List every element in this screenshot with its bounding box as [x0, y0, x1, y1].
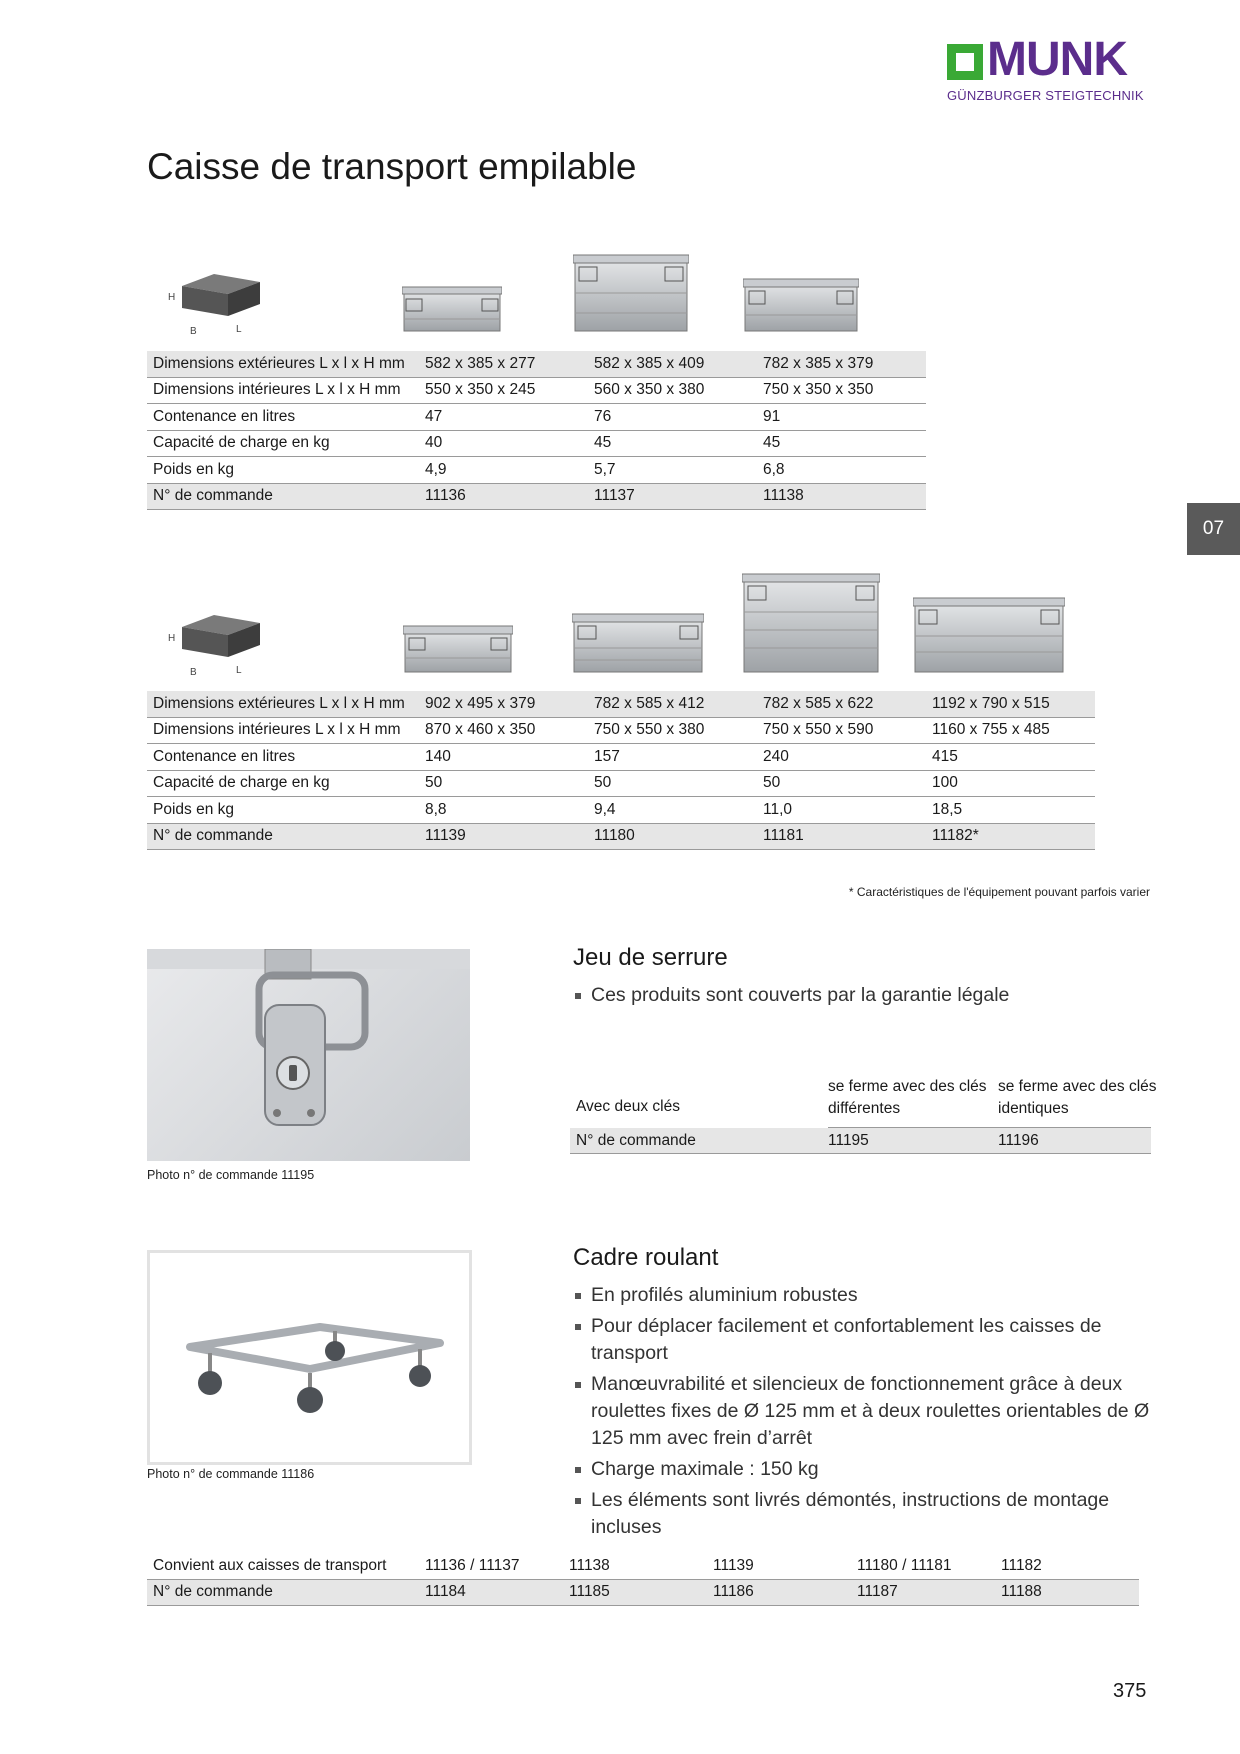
dimension-b-label: B: [190, 326, 197, 336]
table-cell: 782 x 585 x 622: [757, 691, 926, 717]
row-label: Dimensions intérieures L x l x H mm: [147, 377, 419, 404]
table-cell: 140: [419, 744, 588, 771]
rolling-frame-section-title: Cadre roulant: [573, 1244, 719, 1271]
spec-table-1: [147, 351, 926, 510]
lock-bullets: [573, 982, 1153, 1013]
table-row: [147, 797, 1095, 824]
table-cell: 11137: [588, 483, 757, 510]
table-cell: 11139: [707, 1553, 851, 1579]
row-label: Capacité de charge en kg: [147, 770, 419, 797]
page-number: 375: [1113, 1680, 1147, 1702]
rolling-frame-table: [147, 1553, 1139, 1606]
table-cell: 5,7: [588, 457, 757, 484]
dimension-h-label: H: [168, 633, 176, 644]
table-row: [147, 351, 926, 377]
dimension-h-label: H: [168, 292, 176, 303]
rolling-frame-bullet: Charge maximale : 150 kg: [573, 1456, 1153, 1483]
table-cell: 11186: [707, 1579, 851, 1606]
lock-photo-caption: Photo n° de commande 11195: [147, 1168, 315, 1182]
rolling-frame-bullets: [573, 1282, 1153, 1545]
row-label: Dimensions intérieures L x l x H mm: [147, 717, 419, 744]
table-cell: 9,4: [588, 797, 757, 824]
table-row: [147, 1553, 1139, 1579]
table-row: [147, 691, 1095, 717]
page-title: Caisse de transport empilable: [147, 146, 637, 187]
munk-logo: [947, 33, 1151, 108]
table-cell: 11,0: [757, 797, 926, 824]
rolling-frame-bullet: Pour déplacer facilement et confortablement les caisses de transport: [573, 1313, 1153, 1367]
dimension-l-label: L: [236, 324, 242, 335]
table-cell: 11138: [757, 483, 926, 510]
row-label: Dimensions extérieures L x l x H mm: [147, 691, 419, 717]
rolling-frame-bullet: Manœuvrabilité et silencieux de fonctionnement grâce à deux roulettes fixes de Ø 125 mm et à deux roulettes orientables de Ø 125 mm avec frein d’arrêt: [573, 1371, 1153, 1452]
table-row: [147, 1579, 1139, 1606]
box-image-11136: [402, 285, 502, 333]
table-cell: 8,8: [419, 797, 588, 824]
lock-order-value: 11196: [998, 1132, 1039, 1149]
table-cell: 11184: [419, 1579, 563, 1606]
dimension-icon: [166, 266, 266, 336]
table-cell: 76: [588, 404, 757, 431]
row-label: N° de commande: [147, 1579, 419, 1606]
box-image-11180: [572, 612, 704, 674]
table-cell: 1160 x 755 x 485: [926, 717, 1095, 744]
table-cell: 11138: [563, 1553, 707, 1579]
row-label: N° de commande: [147, 823, 419, 850]
box-image-11181: [742, 572, 880, 674]
row-label: Dimensions extérieures L x l x H mm: [147, 351, 419, 377]
table-row: [147, 377, 926, 404]
chapter-tab: 07: [1187, 503, 1240, 555]
table-cell: 902 x 495 x 379: [419, 691, 588, 717]
table-cell: 40: [419, 430, 588, 457]
table-cell: 415: [926, 744, 1095, 771]
table-cell: 750 x 550 x 380: [588, 717, 757, 744]
table-cell: 91: [757, 404, 926, 431]
table-row: [147, 770, 1095, 797]
table-cell: 50: [588, 770, 757, 797]
table-cell: 50: [419, 770, 588, 797]
table-cell: 11180: [588, 823, 757, 850]
table-cell: 550 x 350 x 245: [419, 377, 588, 404]
table-cell: 1192 x 790 x 515: [926, 691, 1095, 717]
table-cell: 560 x 350 x 380: [588, 377, 757, 404]
row-label: N° de commande: [147, 483, 419, 510]
spec-table-2: [147, 691, 1095, 850]
rolling-frame-photo-caption: Photo n° de commande 11186: [147, 1467, 315, 1481]
brand-name: MUNK: [987, 33, 1127, 86]
table-cell: 11139: [419, 823, 588, 850]
table-cell: 782 x 585 x 412: [588, 691, 757, 717]
table-cell: 750 x 550 x 590: [757, 717, 926, 744]
lock-order-label: N° de commande: [576, 1132, 696, 1149]
brand-subtitle: GÜNZBURGER STEIGTECHNIK: [947, 88, 1144, 103]
lock-row-label: Avec deux clés: [576, 1098, 680, 1115]
row-label: Contenance en litres: [147, 744, 419, 771]
row-label: Contenance en litres: [147, 404, 419, 431]
table-cell: 11136: [419, 483, 588, 510]
table-cell: 11182*: [926, 823, 1095, 850]
table-cell: 11182: [995, 1553, 1139, 1579]
table-cell: 11187: [851, 1579, 995, 1606]
lock-col-identical-keys: se ferme avec des clés identiques: [998, 1078, 1157, 1117]
rolling-frame-bullet: En profilés aluminium robustes: [573, 1282, 1153, 1309]
lock-order-value: 11195: [828, 1132, 869, 1149]
table-cell: 18,5: [926, 797, 1095, 824]
footnote: * Caractéristiques de l'équipement pouvant parfois varier: [848, 885, 1150, 899]
box-image-11139: [403, 624, 513, 674]
table-cell: 750 x 350 x 350: [757, 377, 926, 404]
table-cell: 157: [588, 744, 757, 771]
row-label: Poids en kg: [147, 457, 419, 484]
lock-col-different-keys: se ferme avec des clés différentes: [828, 1078, 987, 1117]
table-row: [147, 744, 1095, 771]
table-cell: 582 x 385 x 277: [419, 351, 588, 377]
box-image-11182: [913, 596, 1065, 674]
table-row: [147, 430, 926, 457]
table-cell: 45: [588, 430, 757, 457]
table-cell: 11181: [757, 823, 926, 850]
row-label: Convient aux caisses de transport: [147, 1553, 419, 1579]
lock-section-title: Jeu de serrure: [573, 944, 728, 971]
table-cell: 45: [757, 430, 926, 457]
table-cell: 240: [757, 744, 926, 771]
table-cell: 870 x 460 x 350: [419, 717, 588, 744]
table-row: [147, 483, 926, 510]
table-cell: 11188: [995, 1579, 1139, 1606]
lock-order-row: [570, 1128, 1151, 1154]
table-cell: 50: [757, 770, 926, 797]
table-cell: 47: [419, 404, 588, 431]
lock-bullet: Ces produits sont couverts par la garantie légale: [573, 982, 1153, 1009]
table-cell: 11180 / 11181: [851, 1553, 995, 1579]
table-row: [147, 457, 926, 484]
table-cell: 782 x 385 x 379: [757, 351, 926, 377]
table-cell: 100: [926, 770, 1095, 797]
table-row: [147, 823, 1095, 850]
table-cell: 582 x 385 x 409: [588, 351, 757, 377]
munk-logo-mark-icon: [947, 44, 983, 80]
dimension-icon: [166, 607, 266, 677]
dimension-l-label: L: [236, 665, 242, 676]
box-image-11138: [743, 277, 859, 333]
table-cell: 11185: [563, 1579, 707, 1606]
table-cell: 6,8: [757, 457, 926, 484]
lock-photo: [147, 949, 470, 1161]
rolling-frame-photo: [147, 1250, 472, 1465]
row-label: Poids en kg: [147, 797, 419, 824]
table-cell: 4,9: [419, 457, 588, 484]
table-cell: 11136 / 11137: [419, 1553, 563, 1579]
table-row: [147, 717, 1095, 744]
dimension-b-label: B: [190, 667, 197, 677]
row-label: Capacité de charge en kg: [147, 430, 419, 457]
box-image-11137: [573, 253, 689, 333]
table-row: [147, 404, 926, 431]
rolling-frame-bullet: Les éléments sont livrés démontés, instructions de montage incluses: [573, 1487, 1153, 1541]
